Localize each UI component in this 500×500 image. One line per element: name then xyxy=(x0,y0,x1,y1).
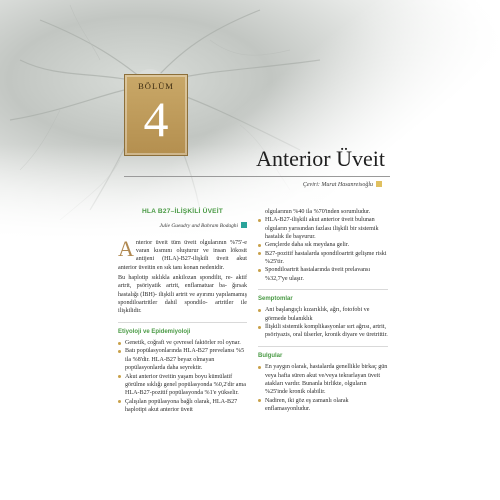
list-item: Ani başlangıçlı kızarıklık, ağrı, fotofobi ve görmede bulanıklık xyxy=(258,306,388,323)
intro-line: aktif artrit, psöriyatik artrit, enflamatuar ba- xyxy=(118,275,247,290)
section-authors xyxy=(118,222,247,230)
translator-credit xyxy=(303,181,382,188)
list-item: Spondiloartrit hastalarında üveit prelavansı %32,7'ye ulaşır. xyxy=(258,266,388,283)
list-item: HLA-B27-ilişkili akut anterior üveit bulunan olguların yarısından fazlası ilişkili bir sistemik hastalık ile başvurur. xyxy=(258,216,388,241)
list-item: Genetik, coğrafi ve çevresel faktörler rol oynar. xyxy=(118,339,247,347)
chapter-number: 4 xyxy=(143,91,169,147)
chapter-label: BÖLÜM xyxy=(138,81,174,91)
intro-line: lökosit antijeni (HLA)-B27-ilişkili üveit akut xyxy=(135,248,247,263)
list-item: Gençlerde daha sık meydana gelir. xyxy=(258,241,388,249)
list-item: İlişkili sistemik komplikasyonlar sırt ağrısı, artrit, psöriyazis, oral ülserler, kronik diyare ve üretrittir. xyxy=(258,323,388,340)
findings-list xyxy=(258,363,388,413)
intro-line: nterior üveit tüm üveit olgularının xyxy=(135,239,227,246)
section-heading: HLA B27–İLİŞKİLİ ÜVEİT xyxy=(141,208,224,215)
list-item: Nadiren, iki göz eş zamanlı olarak enflamasyonludur. xyxy=(258,397,388,414)
intro-line: artritler ile ilişkilidir. xyxy=(118,300,247,315)
continued-text: olgularının %40 ila %70'inden sorumludur. xyxy=(265,209,371,215)
findings-heading: Bulgular xyxy=(258,352,283,359)
authors-text: Julie Gueudry and Bahram Bodaghi xyxy=(159,223,238,230)
section-divider xyxy=(258,346,388,347)
list-item: B27-pozitif hastalarda spondiloartrit gelişme riski %25'tir. xyxy=(258,250,388,267)
drop-cap: A xyxy=(118,235,134,261)
translator-text: Çeviri: Murat Hasanreisoğlu xyxy=(302,182,373,188)
section-divider xyxy=(258,289,388,290)
symptoms-heading: Semptomlar xyxy=(258,296,293,303)
chapter-title: Anterior Üveit xyxy=(256,146,385,171)
list-item: Batı popülasyonlarında HLA-B27 prevelansı %5 ila %8'dir. HLA-B27 beyaz olmayan popülasyonlarda daha seyrektir. xyxy=(118,347,247,372)
list-item: Akut anterior üveitin yaşam boyu kümülatif görülme sıklığı genel popülasyonda %0,2'dir ama HLA-B27-pozitif popülasyonda %1'e yükselir. xyxy=(118,373,247,398)
etiology-heading: Etiyoloji ve Epidemiyoloji xyxy=(118,328,191,335)
right-column xyxy=(258,208,388,413)
intro-line: anterior üveitin en sık tanı konan nedenidir. xyxy=(118,264,225,271)
intro-paragraph-2 xyxy=(118,274,247,316)
intro-line: ğırsak hastalığı (İBH)- ilişkili artrit ve ayırımı xyxy=(118,283,248,298)
intro-text xyxy=(118,235,248,316)
epidemiology-list-continued xyxy=(258,216,388,283)
gold-square-icon xyxy=(376,181,382,187)
intro-line: %75'-e varan kısmını oluşturur ve insan xyxy=(135,239,247,255)
section-divider xyxy=(118,322,247,323)
intro-paragraph-1 xyxy=(118,235,247,272)
list-item: En yaygın olarak, hastalarda genellikle birkaç gün veya hafta süren akut ve/veya tekrarlayan üveit atakları vardır. Bunanla birlikte, olguların %25'inde kronik olabilir. xyxy=(258,363,388,396)
intro-line: Bu haplotip sıklıkla ankilozan spondilit, re- xyxy=(118,275,233,282)
teal-square-icon xyxy=(241,222,247,228)
left-column xyxy=(118,208,247,414)
list-item: Çalışılan popülasyona bağlı olarak, HLA-B27 haplotipi akut anterior üveit xyxy=(118,398,247,415)
etiology-list xyxy=(118,339,247,414)
chapter-number-box xyxy=(124,74,188,156)
retina-background-image xyxy=(0,0,500,240)
intro-line: yapılamamış spondiloartritler dahil spondilo- xyxy=(118,291,247,307)
symptoms-list xyxy=(258,306,388,339)
title-divider xyxy=(124,176,390,177)
